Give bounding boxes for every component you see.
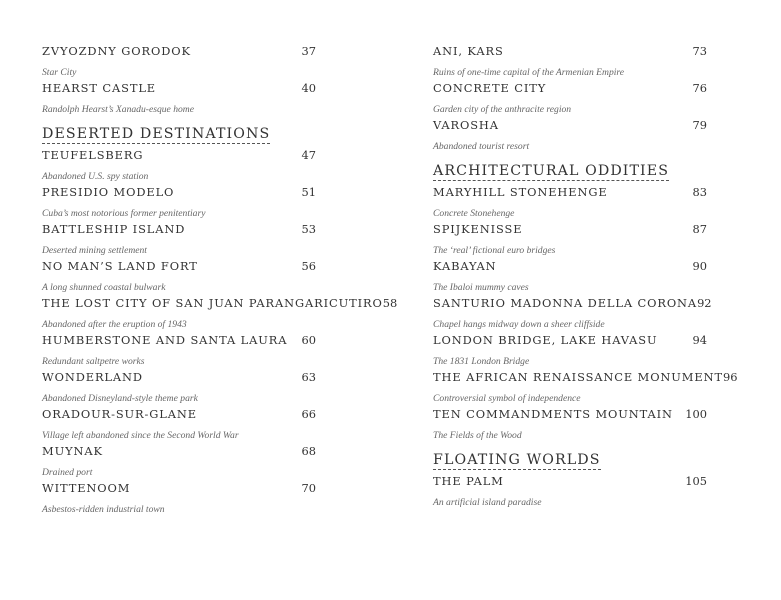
entry-title: THE AFRICAN RENAISSANCE MONUMENT [433,370,723,384]
entry-page-number: 96 [722,370,738,384]
entry-page-number: 94 [692,333,707,347]
toc-entry [42,370,316,407]
entry-title: SANTURIO MADONNA DELLA CORONA [433,296,698,310]
entry-page-number: 92 [697,296,712,310]
toc-entry [42,81,316,118]
entry-title: CONCRETE CITY [433,81,547,95]
entry-subtitle: Randolph Hearst’s Xanadu-esque home [42,104,194,115]
toc-entry [433,333,707,370]
toc-entry [433,370,738,407]
entry-page-number: 76 [692,81,707,95]
toc-entry-row [42,333,316,353]
entry-subtitle: Deserted mining settlement [42,245,147,256]
toc-entry [42,44,316,81]
toc-entry [42,407,316,444]
toc-entry [433,474,707,511]
entry-subtitle: A long shunned coastal bulwark [42,282,166,293]
toc-entry [42,148,316,185]
section-heading-wrap [433,155,707,185]
entry-subtitle: The Ibaloi mummy caves [433,282,529,293]
entry-subtitle: Abandoned Disneyland-style theme park [42,393,198,404]
toc-entry-row [433,370,738,390]
entry-title: THE PALM [433,474,504,488]
toc-entry-row [433,44,707,64]
toc-entry-row [433,118,707,138]
toc-entry-row [42,148,316,168]
toc-entry-row [433,185,707,205]
toc-entry [42,444,316,481]
entry-subtitle: Star City [42,67,77,78]
entry-title: MARYHILL STONEHENGE [433,185,608,199]
entry-page-number: 68 [301,444,316,458]
toc-entry [42,185,316,222]
toc-entry-row [42,185,316,205]
entry-subtitle: The Fields of the Wood [433,430,522,441]
entry-subtitle: Village left abandoned since the Second World War [42,430,239,441]
section-heading-wrap [433,444,707,474]
entry-subtitle: Controversial symbol of independence [433,393,581,404]
entry-page-number: 66 [301,407,316,421]
entry-page-number: 70 [301,481,316,495]
entry-title: PRESIDIO MODELO [42,185,175,199]
entry-title: KABAYAN [433,259,497,273]
toc-left-column [42,44,398,518]
entry-page-number: 105 [685,474,707,488]
entry-title: ANI, KARS [433,44,504,58]
entry-page-number: 37 [301,44,316,58]
entry-page-number: 53 [301,222,316,236]
entry-subtitle: Abandoned tourist resort [433,141,530,152]
toc-entry-row [42,296,398,316]
entry-page-number: 90 [692,259,707,273]
toc-entry [433,296,712,333]
entry-subtitle: Redundant saltpetre works [42,356,145,367]
section-heading-deserted-destinations: DESERTED DESTINATIONS [42,126,271,142]
entry-page-number: 100 [685,407,707,421]
entry-title: TEUFELSBERG [42,148,144,162]
toc-entry-row [42,407,316,427]
entry-title: WITTENOOM [42,481,131,495]
entry-title: THE LOST CITY OF SAN JUAN PARANGARICUTIRO [42,296,383,310]
toc-entry [433,81,707,118]
entry-subtitle: Cuba’s most notorious former penitentiary [42,208,206,219]
toc-entry-row [433,407,707,427]
entry-subtitle: Asbestos-ridden industrial town [42,504,165,515]
entry-title: HEARST CASTLE [42,81,156,95]
entry-title: WONDERLAND [42,370,143,384]
entry-subtitle: Garden city of the anthracite region [433,104,572,115]
entry-title: BATTLESHIP ISLAND [42,222,186,236]
toc-entry [42,222,316,259]
entry-title: ORADOUR-SUR-GLANE [42,407,197,421]
section-heading-wrap [42,118,316,148]
entry-page-number: 60 [301,333,316,347]
entry-page-number: 79 [692,118,707,132]
entry-subtitle: Chapel hangs midway down a sheer cliffside [433,319,605,330]
toc-entry-row [433,81,707,101]
toc-entry-row [433,474,707,494]
toc-entry-row [42,259,316,279]
toc-entry [42,259,316,296]
entry-title: LONDON BRIDGE, LAKE HAVASU [433,333,658,347]
entry-subtitle: An artificial island paradise [433,497,542,508]
entry-page-number: 73 [692,44,707,58]
toc-entry-row [433,259,707,279]
entry-page-number: 47 [301,148,316,162]
entry-title: HUMBERSTONE AND SANTA LAURA [42,333,288,347]
entry-subtitle: Ruins of one-time capital of the Armenian Empire [433,67,625,78]
entry-page-number: 51 [301,185,316,199]
entry-subtitle: Abandoned U.S. spy station [42,171,149,182]
entry-subtitle: Abandoned after the eruption of 1943 [42,319,187,330]
entry-subtitle: The ‘real’ fictional euro bridges [433,245,556,256]
toc-entry [42,296,398,333]
entry-title: MUYNAK [42,444,103,458]
toc-entry-row [42,481,316,501]
toc-entry-row [433,333,707,353]
toc-right-column [433,44,738,511]
entry-subtitle: Drained port [42,467,93,478]
entry-title: SPIJKENISSE [433,222,523,236]
toc-entry-row [42,81,316,101]
toc-entry [433,185,707,222]
section-heading-architectural-oddities: ARCHITECTURAL ODDITIES [433,163,670,179]
toc-entry-row [42,44,316,64]
entry-title: ZVYOZDNY GORODOK [42,44,191,58]
toc-entry [433,259,707,296]
entry-page-number: 83 [692,185,707,199]
toc-entry [433,222,707,259]
toc-entry [42,333,316,370]
toc-entry-row [433,222,707,242]
entry-title: TEN COMMANDMENTS MOUNTAIN [433,407,673,421]
entry-page-number: 40 [301,81,316,95]
toc-entry [433,44,707,81]
toc-entry-row [42,444,316,464]
toc-entry-row [42,222,316,242]
toc-entry-row [433,296,712,316]
entry-page-number: 56 [301,259,316,273]
toc-entry [433,118,707,155]
entry-page-number: 58 [382,296,398,310]
toc-entry [433,407,707,444]
entry-page-number: 63 [301,370,316,384]
toc-entry-row [42,370,316,390]
entry-title: NO MAN’S LAND FORT [42,259,198,273]
entry-page-number: 87 [692,222,707,236]
entry-subtitle: Concrete Stonehenge [433,208,515,219]
entry-title: VAROSHA [433,118,499,132]
section-heading-floating-worlds: FLOATING WORLDS [433,452,601,468]
entry-subtitle: The 1831 London Bridge [433,356,530,367]
toc-entry [42,481,316,518]
